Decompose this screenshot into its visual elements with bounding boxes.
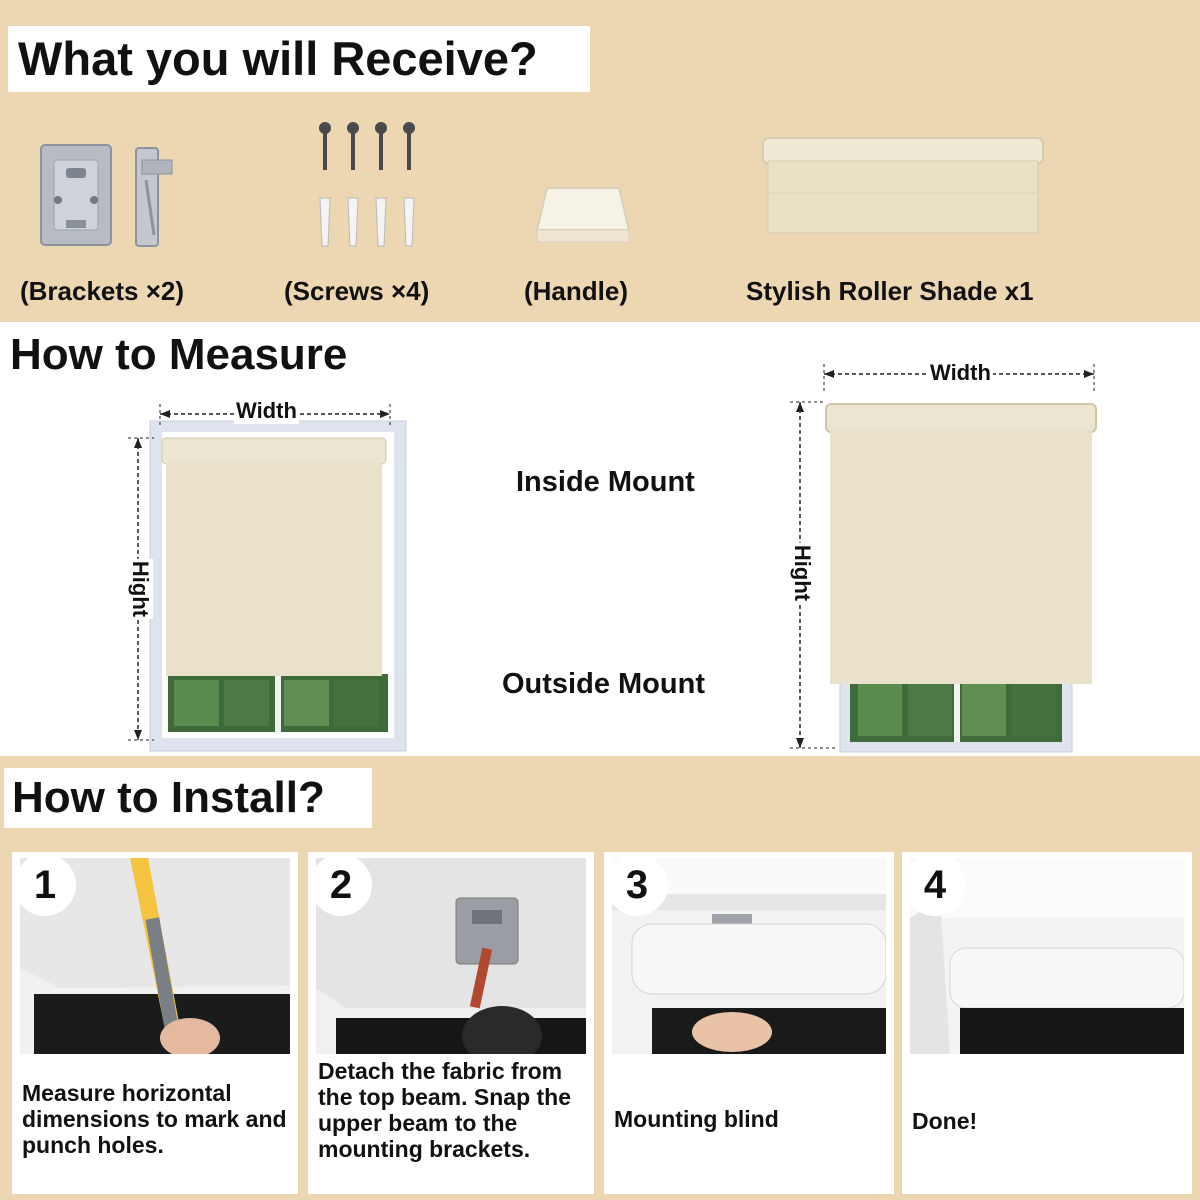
handle-icon xyxy=(535,184,631,246)
step-2-number: 2 xyxy=(310,854,372,916)
install-step-4 xyxy=(902,852,1192,1194)
step-3-text: Mounting blind xyxy=(614,1106,779,1132)
inside-mount-illustration xyxy=(120,396,420,756)
receive-title: What you will Receive? xyxy=(8,26,590,92)
step-3-number: 3 xyxy=(606,854,668,916)
handle-label: (Handle) xyxy=(524,276,628,306)
roller-shade-icon xyxy=(762,137,1044,235)
outside-height-label: Hight xyxy=(790,544,816,602)
step-2-text: Detach the fabric from the top beam. Snap the upper beam to the mounting brackets. xyxy=(318,1058,572,1162)
install-step-2 xyxy=(308,852,594,1194)
install-title: How to Install? xyxy=(4,768,372,828)
step-4-number: 4 xyxy=(904,854,966,916)
brackets-label: (Brackets ×2) xyxy=(20,276,185,306)
step-1-number: 1 xyxy=(14,854,76,916)
inside-mount-label: Inside Mount xyxy=(516,466,695,498)
roller-shade-label: Stylish Roller Shade x1 xyxy=(746,276,1034,306)
inside-height-label: Hight xyxy=(128,560,154,618)
step-1-text: Measure horizontal dimensions to mark and punch holes. xyxy=(22,1080,287,1158)
install-step-1 xyxy=(12,852,298,1194)
bracket-icon xyxy=(36,140,196,250)
outside-mount-label: Outside Mount xyxy=(502,668,705,700)
measure-title: How to Measure xyxy=(10,330,348,379)
screws-label: (Screws ×4) xyxy=(284,276,430,306)
step-4-text: Done! xyxy=(912,1108,978,1134)
screw-icon xyxy=(312,120,422,250)
inside-width-label: Width xyxy=(236,398,297,423)
outside-mount-illustration xyxy=(780,356,1110,756)
install-step-3 xyxy=(604,852,894,1194)
outside-width-label: Width xyxy=(930,360,991,385)
